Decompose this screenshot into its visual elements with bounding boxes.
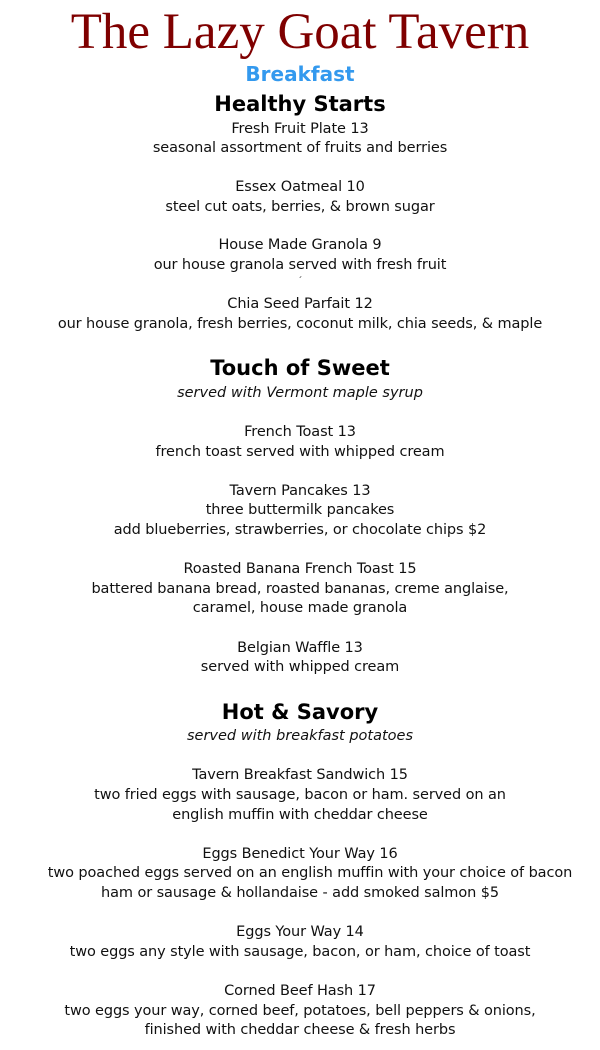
menu-item-description: battered banana bread, roasted bananas, creme anglaise,	[91, 581, 509, 597]
menu-item-heading: Fresh Fruit Plate 13	[231, 121, 369, 137]
menu-item-heading: Belgian Waffle 13	[237, 640, 363, 656]
section-note: served with breakfast potatoes	[186, 728, 413, 744]
menu-item-description: our house granola served with fresh fruit	[153, 257, 447, 273]
meal-label: Breakfast	[245, 62, 355, 86]
menu-item-heading: Eggs Benedict Your Way 16	[202, 846, 398, 862]
menu-item-description: our house granola, fresh berries, coconut milk, chia seeds, & maple	[57, 316, 543, 332]
menu-item-description: two eggs your way, corned beef, potatoes, bell peppers & onions,	[64, 1003, 536, 1019]
menu-item-heading: House Made Granola 9	[218, 237, 382, 253]
menu-item-description: french toast served with whipped cream	[155, 444, 445, 460]
menu-item-addon: add blueberries, strawberries, or chocolate chips $2	[113, 522, 487, 538]
stray-mark: ´	[297, 276, 303, 287]
menu-item-description: caramel, house made granola	[192, 600, 408, 616]
section-note: served with Vermont maple syrup	[177, 385, 423, 401]
menu-item-description: two poached eggs served on an english muffin with your choice of bacon	[47, 865, 573, 881]
menu-item-description: seasonal assortment of fruits and berries	[152, 140, 448, 156]
menu-item-description: ham or sausage & hollandaise - add smoked salmon $5	[101, 885, 499, 901]
section-title-healthy-starts: Healthy Starts	[214, 92, 386, 116]
menu-item-description: served with whipped cream	[200, 659, 400, 675]
menu-item-heading: Essex Oatmeal 10	[235, 179, 365, 195]
menu-item-description: steel cut oats, berries, & brown sugar	[165, 199, 435, 215]
menu-item-description: finished with cheddar cheese & fresh herbs	[144, 1022, 456, 1038]
menu-item-heading: Chia Seed Parfait 12	[227, 296, 373, 312]
menu-item-description: three buttermilk pancakes	[205, 502, 395, 518]
section-title-touch-of-sweet: Touch of Sweet	[210, 356, 390, 380]
menu-item-heading: Corned Beef Hash 17	[224, 983, 376, 999]
menu-item-heading: French Toast 13	[244, 424, 356, 440]
section-title-hot-and-savory: Hot & Savory	[221, 700, 379, 724]
menu-item-heading: Tavern Pancakes 13	[229, 483, 371, 499]
menu-item-description: two eggs any style with sausage, bacon, or ham, choice of toast	[69, 944, 531, 960]
menu-item-description: two fried eggs with sausage, bacon or ham. served on an	[94, 787, 506, 803]
menu-item-heading: Tavern Breakfast Sandwich 15	[192, 767, 408, 783]
menu-item-heading: Roasted Banana French Toast 15	[183, 561, 417, 577]
menu-item-description: english muffin with cheddar cheese	[172, 807, 428, 823]
menu-item-heading: Eggs Your Way 14	[236, 924, 364, 940]
restaurant-name: The Lazy Goat Tavern	[70, 4, 530, 60]
